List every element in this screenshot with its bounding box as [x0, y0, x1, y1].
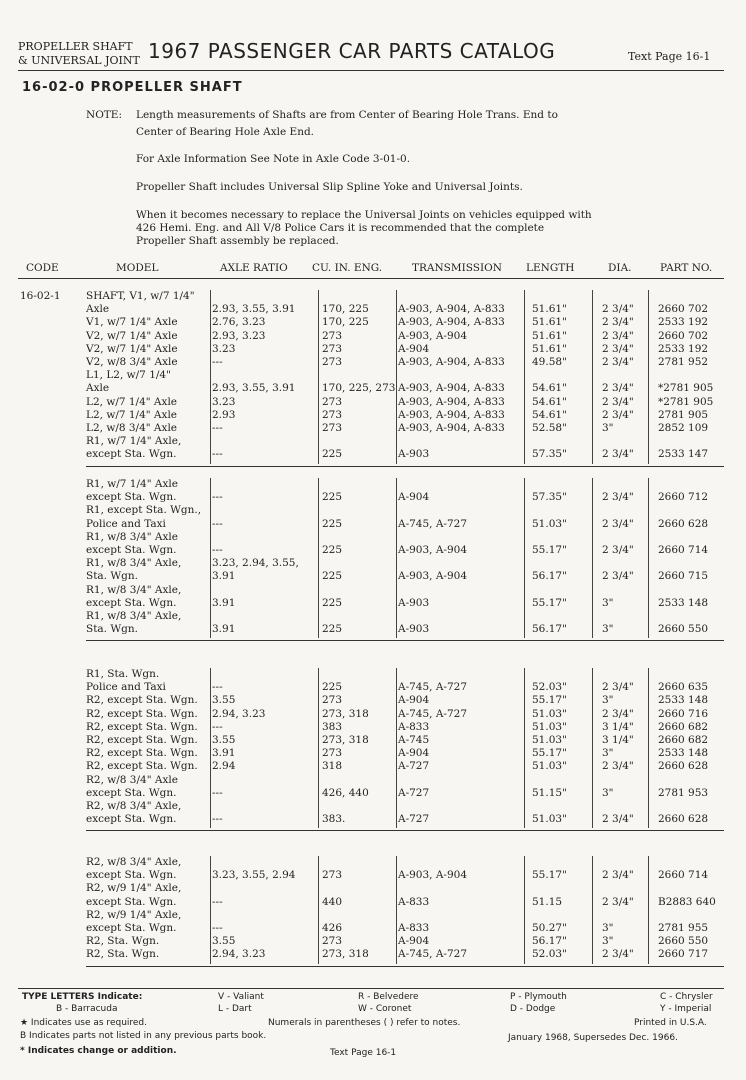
cu-in-eng-cell: 170, 225, 273: [322, 382, 396, 395]
column-divider: [524, 290, 525, 464]
group-divider: [86, 640, 724, 641]
model-cell: R2, w/8 3/4" Axle,: [86, 800, 182, 812]
cu-in-eng-cell: 383: [322, 720, 343, 733]
cu-in-eng-cell: 225: [322, 623, 343, 636]
axle-ratio-cell: ---: [212, 922, 223, 934]
axle-ratio-cell: ---: [212, 895, 223, 908]
transmission-cell: A-903, A-904: [398, 544, 468, 556]
footer-page-number: Text Page 16-1: [330, 1048, 397, 1058]
length-cell: 57.35": [532, 491, 567, 504]
col-header-length: LENGTH: [526, 262, 575, 274]
model-cell: L2, w/8 3/4" Axle: [86, 422, 178, 434]
model-cell: R1, w/8 3/4" Axle,: [86, 610, 182, 622]
note-4-line1: When it becomes necessary to replace the Universal Joints on vehicles equipped with: [136, 209, 592, 221]
transmission-cell: A-903, A-904: [398, 570, 468, 583]
column-divider: [592, 290, 593, 464]
transmission-cell: A-903, A-904, A-833: [398, 382, 505, 395]
col-header-model: MODEL: [116, 262, 159, 274]
dia-cell: 2 3/4": [602, 382, 634, 395]
dia-cell: 2 3/4": [602, 707, 634, 720]
dia-cell: 2 3/4": [602, 570, 634, 583]
transmission-cell: A-903, A-904, A-833: [398, 422, 505, 434]
cu-in-eng-cell: 273: [322, 408, 343, 421]
model-cell: R1, w/8 3/4" Axle,: [86, 557, 182, 570]
cu-in-eng-cell: 170, 225: [322, 316, 369, 329]
model-cell: V2, w/8 3/4" Axle: [86, 356, 178, 368]
column-divider: [592, 478, 593, 638]
column-divider: [210, 290, 211, 464]
part-no-cell: 2660 702: [658, 303, 709, 316]
model-cell: R2, w/9 1/4" Axle,: [86, 908, 182, 921]
axle-ratio-cell: 3.91: [212, 623, 236, 636]
model-cell: Sta. Wgn.: [86, 570, 138, 583]
model-cell: L2, w/7 1/4" Axle: [86, 408, 178, 421]
part-no-cell: 2660 717: [658, 948, 709, 961]
cu-in-eng-cell: 273: [322, 422, 343, 434]
axle-ratio-cell: 2.93, 3.55, 3.91: [212, 382, 296, 395]
cu-in-eng-cell: 273: [322, 329, 343, 342]
part-no-cell: 2660 714: [658, 544, 709, 556]
length-cell: 54.61": [532, 382, 567, 395]
dia-cell: 2 3/4": [602, 813, 634, 826]
dia-cell: 3": [602, 747, 614, 760]
axle-ratio-cell: 2.94: [212, 760, 236, 773]
part-no-cell: *2781 905: [658, 382, 714, 395]
model-cell: V2, w/7 1/4" Axle: [86, 329, 178, 342]
part-no-cell: 2533 192: [658, 342, 709, 355]
part-no-cell: 2852 109: [658, 422, 709, 434]
length-cell: 56.17": [532, 570, 567, 583]
dia-cell: 2 3/4": [602, 544, 634, 556]
part-no-cell: 2781 953: [658, 786, 709, 799]
transmission-cell: A-903: [398, 448, 430, 461]
col-header-code: CODE: [26, 262, 59, 274]
length-cell: 51.03": [532, 734, 567, 746]
dia-cell: 3": [602, 922, 614, 934]
column-divider: [318, 856, 319, 964]
group-divider: [86, 466, 724, 467]
length-cell: 56.17": [532, 623, 567, 636]
cu-in-eng-cell: 426: [322, 922, 343, 934]
dia-cell: 3": [602, 596, 614, 609]
model-cell: Axle: [86, 382, 110, 395]
axle-ratio-cell: ---: [212, 356, 223, 368]
dia-cell: 2 3/4": [602, 517, 634, 530]
length-cell: 52.03": [532, 681, 567, 694]
cu-in-eng-cell: 318: [322, 760, 343, 773]
transmission-cell: A-833: [398, 895, 430, 908]
footer-star-note: ★ Indicates use as required.: [20, 1018, 148, 1028]
section-title: 16-02-0 PROPELLER SHAFT: [22, 80, 243, 95]
dia-cell: 3": [602, 935, 614, 948]
model-cell: R2, except Sta. Wgn.: [86, 720, 198, 733]
part-no-cell: 2781 955: [658, 922, 709, 934]
model-cell: SHAFT, V1, w/7 1/4": [86, 290, 195, 302]
axle-ratio-cell: ---: [212, 813, 223, 826]
length-cell: 51.61": [532, 342, 567, 355]
transmission-cell: A-745, A-727: [398, 948, 468, 961]
column-divider: [210, 668, 211, 828]
model-cell: R2, w/8 3/4" Axle: [86, 773, 178, 786]
dia-cell: 2 3/4": [602, 948, 634, 961]
axle-ratio-cell: ---: [212, 491, 223, 504]
cu-in-eng-cell: 440: [322, 895, 343, 908]
transmission-cell: A-904: [398, 491, 430, 504]
part-no-cell: 2660 550: [658, 935, 709, 948]
length-cell: 55.17": [532, 544, 567, 556]
part-no-cell: 2533 147: [658, 448, 709, 461]
model-cell: R2, except Sta. Wgn.: [86, 760, 198, 773]
axle-ratio-cell: 2.93: [212, 408, 236, 421]
transmission-cell: A-903, A-904, A-833: [398, 356, 505, 368]
axle-ratio-cell: 3.91: [212, 596, 236, 609]
part-no-cell: 2781 952: [658, 356, 709, 368]
transmission-cell: A-903: [398, 623, 430, 636]
transmission-cell: A-833: [398, 922, 430, 934]
transmission-cell: A-833: [398, 720, 430, 733]
footer-numerals-note: Numerals in parentheses ( ) refer to notes.: [268, 1018, 461, 1028]
dia-cell: 3 1/4": [602, 720, 634, 733]
transmission-cell: A-903, A-904, A-833: [398, 395, 505, 408]
axle-ratio-cell: 2.93, 3.23: [212, 329, 266, 342]
model-cell: R2, except Sta. Wgn.: [86, 707, 198, 720]
dia-cell: 2 3/4": [602, 356, 634, 368]
part-no-cell: 2660 702: [658, 329, 709, 342]
model-cell: L1, L2, w/7 1/4": [86, 369, 171, 382]
footer-type-v: V - Valiant: [218, 992, 264, 1002]
header-category-line2: & UNIVERSAL JOINT: [18, 54, 140, 67]
dia-cell: 2 3/4": [602, 303, 634, 316]
footer-printed: Printed in U.S.A.: [634, 1018, 707, 1028]
length-cell: 54.61": [532, 408, 567, 421]
transmission-cell: A-727: [398, 813, 430, 826]
axle-ratio-cell: 2.94, 3.23: [212, 948, 266, 961]
length-cell: 55.17": [532, 747, 567, 760]
part-no-cell: 2660 714: [658, 869, 709, 882]
dia-cell: 3": [602, 694, 614, 707]
column-divider: [210, 478, 211, 638]
length-cell: 51.03": [532, 517, 567, 530]
column-divider: [396, 290, 397, 464]
footer-type-y: Y - Imperial: [660, 1004, 712, 1014]
model-cell: R2, except Sta. Wgn.: [86, 747, 198, 760]
model-cell: R1, w/7 1/4" Axle: [86, 478, 178, 490]
model-cell: R2, w/9 1/4" Axle,: [86, 882, 182, 895]
column-divider: [318, 668, 319, 828]
column-divider: [210, 856, 211, 964]
part-no-cell: B2883 640: [658, 895, 716, 908]
model-cell: R1, Sta. Wgn.: [86, 668, 160, 680]
note-3: Propeller Shaft includes Universal Slip Spline Yoke and Universal Joints.: [136, 181, 523, 193]
column-divider: [524, 668, 525, 828]
cu-in-eng-cell: 273: [322, 747, 343, 760]
axle-ratio-cell: 2.93, 3.55, 3.91: [212, 303, 296, 316]
column-divider: [524, 478, 525, 638]
part-no-cell: 2781 905: [658, 408, 709, 421]
model-cell: R1, except Sta. Wgn.,: [86, 504, 202, 517]
dia-cell: 3": [602, 422, 614, 434]
part-no-cell: 2533 148: [658, 694, 709, 707]
page-title: 1967 PASSENGER CAR PARTS CATALOG: [148, 39, 556, 63]
column-divider: [396, 856, 397, 964]
cu-in-eng-cell: 273: [322, 342, 343, 355]
footer-b-note: B Indicates parts not listed in any previous parts book.: [20, 1031, 267, 1041]
model-cell: except Sta. Wgn.: [86, 895, 177, 908]
transmission-cell: A-904: [398, 694, 430, 707]
part-no-cell: 2533 192: [658, 316, 709, 329]
part-no-cell: 2660 628: [658, 813, 709, 826]
header-divider: [18, 70, 724, 71]
model-cell: except Sta. Wgn.: [86, 922, 177, 934]
note-label: NOTE:: [86, 109, 123, 121]
dia-cell: 2 3/4": [602, 869, 634, 882]
axle-ratio-cell: ---: [212, 517, 223, 530]
cu-in-eng-cell: 273: [322, 395, 343, 408]
dia-cell: 2 3/4": [602, 395, 634, 408]
model-cell: except Sta. Wgn.: [86, 786, 177, 799]
group-divider: [86, 830, 724, 831]
length-cell: 51.03": [532, 707, 567, 720]
length-cell: 56.17": [532, 935, 567, 948]
code-value: 16-02-1: [20, 290, 61, 302]
axle-ratio-cell: 2.76, 3.23: [212, 316, 266, 329]
model-cell: Police and Taxi: [86, 517, 166, 530]
dia-cell: 2 3/4": [602, 448, 634, 461]
transmission-cell: A-904: [398, 747, 430, 760]
model-cell: R2, Sta. Wgn.: [86, 948, 160, 961]
dia-cell: 2 3/4": [602, 491, 634, 504]
axle-ratio-cell: 3.23: [212, 395, 236, 408]
cu-in-eng-cell: 225: [322, 491, 343, 504]
length-cell: 57.35": [532, 448, 567, 461]
dia-cell: 2 3/4": [602, 681, 634, 694]
transmission-cell: A-904: [398, 935, 430, 948]
dia-cell: 2 3/4": [602, 342, 634, 355]
axle-ratio-cell: ---: [212, 786, 223, 799]
model-cell: R2, except Sta. Wgn.: [86, 694, 198, 707]
dia-cell: 2 3/4": [602, 408, 634, 421]
part-no-cell: 2660 682: [658, 720, 709, 733]
axle-ratio-cell: ---: [212, 720, 223, 733]
part-no-cell: *2781 905: [658, 395, 714, 408]
length-cell: 50.27": [532, 922, 567, 934]
length-cell: 54.61": [532, 395, 567, 408]
model-cell: V1, w/7 1/4" Axle: [86, 316, 178, 329]
dia-cell: 3": [602, 623, 614, 636]
note-4-line2: 426 Hemi. Eng. and All V/8 Police Cars it is recommended that the complete: [136, 222, 545, 234]
cu-in-eng-cell: 383.: [322, 813, 346, 826]
group-divider: [86, 966, 724, 967]
model-cell: except Sta. Wgn.: [86, 448, 177, 461]
model-cell: except Sta. Wgn.: [86, 596, 177, 609]
cu-in-eng-cell: 273: [322, 694, 343, 707]
note-2: For Axle Information See Note in Axle Code 3-01-0.: [136, 153, 411, 165]
column-divider: [592, 856, 593, 964]
col-header-cu-in-eng: CU. IN. ENG.: [312, 262, 383, 274]
axle-ratio-cell: 3.91: [212, 570, 236, 583]
length-cell: 51.15: [532, 895, 563, 908]
column-divider: [648, 478, 649, 638]
transmission-cell: A-745: [398, 734, 430, 746]
footer-date: January 1968, Supersedes Dec. 1966.: [508, 1033, 678, 1043]
column-divider: [592, 668, 593, 828]
axle-ratio-cell: 3.91: [212, 747, 236, 760]
header-page-number: Text Page 16-1: [628, 50, 711, 63]
cu-in-eng-cell: 273, 318: [322, 948, 369, 961]
length-cell: 51.61": [532, 329, 567, 342]
axle-ratio-cell: 3.55: [212, 935, 236, 948]
column-divider: [396, 478, 397, 638]
axle-ratio-cell: 3.23: [212, 342, 236, 355]
length-cell: 51.61": [532, 303, 567, 316]
length-cell: 51.15": [532, 786, 567, 799]
length-cell: 51.03": [532, 813, 567, 826]
part-no-cell: 2660 682: [658, 734, 709, 746]
axle-ratio-cell: 3.23, 2.94, 3.55,: [212, 557, 299, 570]
model-cell: Sta. Wgn.: [86, 623, 138, 636]
axle-ratio-cell: ---: [212, 422, 223, 434]
dia-cell: 2 3/4": [602, 895, 634, 908]
dia-cell: 2 3/4": [602, 760, 634, 773]
column-header-rule: [18, 278, 724, 279]
cu-in-eng-cell: 273: [322, 869, 343, 882]
cu-in-eng-cell: 273, 318: [322, 734, 369, 746]
model-cell: R1, w/8 3/4" Axle: [86, 530, 178, 543]
cu-in-eng-cell: 273, 318: [322, 707, 369, 720]
model-cell: except Sta. Wgn.: [86, 813, 177, 826]
note-1-line1: Length measurements of Shafts are from Center of Bearing Hole Trans. End to: [136, 109, 558, 121]
model-cell: R1, w/8 3/4" Axle,: [86, 583, 182, 596]
model-cell: except Sta. Wgn.: [86, 491, 177, 504]
transmission-cell: A-904: [398, 342, 430, 355]
transmission-cell: A-903, A-904: [398, 869, 468, 882]
footer-type-c: C - Chrysler: [660, 992, 713, 1002]
col-header-axle-ratio: AXLE RATIO: [220, 262, 288, 274]
length-cell: 51.03": [532, 720, 567, 733]
note-4-line3: Propeller Shaft assembly be replaced.: [136, 235, 339, 247]
length-cell: 52.58": [532, 422, 567, 434]
footer-type-d: D - Dodge: [510, 1004, 556, 1014]
part-no-cell: 2533 148: [658, 596, 709, 609]
transmission-cell: A-745, A-727: [398, 681, 468, 694]
column-divider: [648, 290, 649, 464]
transmission-cell: A-727: [398, 760, 430, 773]
part-no-cell: 2660 628: [658, 760, 709, 773]
column-divider: [396, 668, 397, 828]
column-divider: [524, 856, 525, 964]
col-header-transmission: TRANSMISSION: [412, 262, 502, 274]
model-cell: R2, w/8 3/4" Axle,: [86, 856, 182, 868]
length-cell: 55.17": [532, 596, 567, 609]
col-header-part-no: PART NO.: [660, 262, 713, 274]
length-cell: 51.03": [532, 760, 567, 773]
column-divider: [648, 856, 649, 964]
column-divider: [318, 478, 319, 638]
transmission-cell: A-727: [398, 786, 430, 799]
cu-in-eng-cell: 225: [322, 544, 343, 556]
header-category-line1: PROPELLER SHAFT: [18, 40, 133, 53]
footer-type-letters: TYPE LETTERS Indicate:: [22, 992, 143, 1002]
transmission-cell: A-745, A-727: [398, 707, 468, 720]
column-divider: [648, 668, 649, 828]
footer-type-b: B - Barracuda: [56, 1004, 118, 1014]
part-no-cell: 2660 628: [658, 517, 709, 530]
dia-cell: 3": [602, 786, 614, 799]
transmission-cell: A-903, A-904, A-833: [398, 408, 505, 421]
part-no-cell: 2660 715: [658, 570, 709, 583]
model-cell: R2, except Sta. Wgn.: [86, 734, 198, 746]
cu-in-eng-cell: 225: [322, 448, 343, 461]
axle-ratio-cell: 2.94, 3.23: [212, 707, 266, 720]
model-cell: except Sta. Wgn.: [86, 544, 177, 556]
length-cell: 51.61": [532, 316, 567, 329]
note-1-line2: Center of Bearing Hole Axle End.: [136, 126, 315, 138]
footer-type-w: W - Coronet: [358, 1004, 412, 1014]
transmission-cell: A-903, A-904, A-833: [398, 316, 505, 329]
length-cell: 49.58": [532, 356, 567, 368]
part-no-cell: 2660 712: [658, 491, 709, 504]
model-cell: except Sta. Wgn.: [86, 869, 177, 882]
cu-in-eng-cell: 426, 440: [322, 786, 369, 799]
length-cell: 52.03": [532, 948, 567, 961]
dia-cell: 2 3/4": [602, 329, 634, 342]
column-divider: [318, 290, 319, 464]
transmission-cell: A-903: [398, 596, 430, 609]
dia-cell: 3 1/4": [602, 734, 634, 746]
length-cell: 55.17": [532, 694, 567, 707]
model-cell: R2, Sta. Wgn.: [86, 935, 160, 948]
length-cell: 55.17": [532, 869, 567, 882]
cu-in-eng-cell: 170, 225: [322, 303, 369, 316]
cu-in-eng-cell: 225: [322, 596, 343, 609]
model-cell: R1, w/7 1/4" Axle,: [86, 435, 182, 448]
cu-in-eng-cell: 273: [322, 935, 343, 948]
footer-type-p: P - Plymouth: [510, 992, 567, 1002]
col-header-dia: DIA.: [608, 262, 632, 274]
header-category: [18, 40, 140, 68]
transmission-cell: A-903, A-904, A-833: [398, 303, 505, 316]
transmission-cell: A-903, A-904: [398, 329, 468, 342]
dia-cell: 2 3/4": [602, 316, 634, 329]
axle-ratio-cell: ---: [212, 448, 223, 461]
transmission-cell: A-745, A-727: [398, 517, 468, 530]
cu-in-eng-cell: 273: [322, 356, 343, 368]
model-cell: L2, w/7 1/4" Axle: [86, 395, 178, 408]
part-no-cell: 2660 716: [658, 707, 709, 720]
model-cell: Axle: [86, 303, 110, 316]
part-no-cell: 2660 550: [658, 623, 709, 636]
axle-ratio-cell: 3.55: [212, 694, 236, 707]
model-cell: Police and Taxi: [86, 681, 166, 694]
axle-ratio-cell: ---: [212, 681, 223, 694]
footer-type-l: L - Dart: [218, 1004, 252, 1014]
cu-in-eng-cell: 225: [322, 570, 343, 583]
footer-divider: [18, 988, 724, 989]
axle-ratio-cell: 3.23, 3.55, 2.94: [212, 869, 296, 882]
footer-change-note: * Indicates change or addition.: [20, 1046, 177, 1056]
cu-in-eng-cell: 225: [322, 517, 343, 530]
axle-ratio-cell: ---: [212, 544, 223, 556]
footer-type-r: R - Belvedere: [358, 992, 419, 1002]
axle-ratio-cell: 3.55: [212, 734, 236, 746]
cu-in-eng-cell: 225: [322, 681, 343, 694]
part-no-cell: 2533 148: [658, 747, 709, 760]
model-cell: V2, w/7 1/4" Axle: [86, 342, 178, 355]
part-no-cell: 2660 635: [658, 681, 709, 694]
